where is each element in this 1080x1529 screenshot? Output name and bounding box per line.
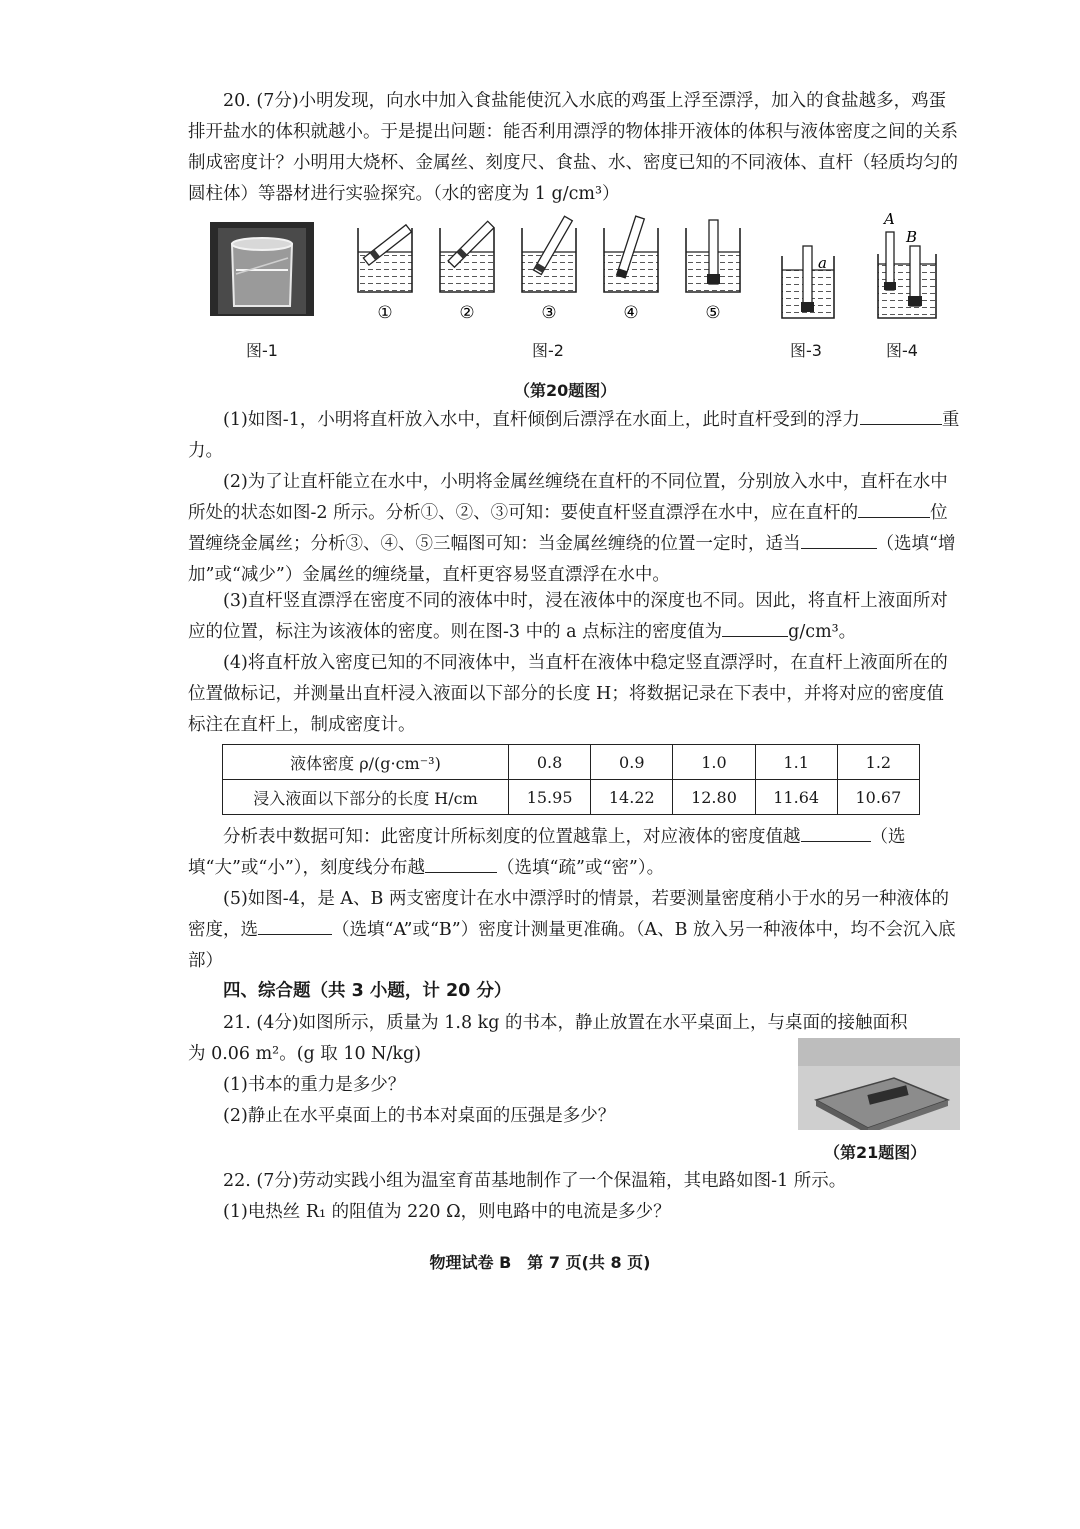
table-cell: 1.2: [837, 745, 919, 780]
answer-blank[interactable]: [425, 871, 497, 873]
q20-analysis: [188, 822, 960, 884]
q20-intro: 20. (7分)小明发现，向水中加入食盐能使沉入水底的鸡蛋上浮至漂浮，加入的食盐越多，鸡蛋排开盐水的体积就越小。于是提出问题：能否利用漂浮的物体排开液体的体积与液体密度之间的关系制成密度计？小明用大烧杯、金属丝、刻度尺、食盐、水、密度已知的不同液体、直杆（轻质均匀的圆柱体）等器材进行实验探究。（水的密度为 1 g/cm³）: [188, 91, 958, 204]
table-cell: 11.64: [755, 780, 837, 815]
table-cell: 15.95: [509, 780, 591, 815]
answer-blank[interactable]: [858, 516, 930, 518]
q20-part2-text-a: (2)为了让直杆能立在水中，小明将金属丝缠绕在直杆的不同位置，分别放入水中，直杆在水中所处的状态如图-2 所示。分析①、②、③可知：要使直杆竖直漂浮在水中，应在直杆的: [188, 472, 948, 523]
fig3-label: 图-3: [790, 341, 822, 360]
fig2-beakers: [352, 210, 747, 330]
fig4-rod-a: A: [884, 210, 895, 228]
q20-part3-text-b: g/cm³。: [788, 622, 857, 642]
q20-part5: [188, 884, 960, 977]
answer-blank[interactable]: [801, 547, 877, 549]
q22-sub1: (1)电热丝 R₁ 的阻值为 220 Ω，则电路中的电流是多少？: [223, 1202, 671, 1222]
table-cell: 1.0: [673, 745, 755, 780]
fig1-label: 图-1: [246, 341, 278, 360]
q20-part1-text-a: (1)如图-1，小明将直杆放入水中，直杆倾倒后漂浮在水面上，此时直杆受到的浮力: [223, 410, 860, 430]
q20-analysis-text-a: 分析表中数据可知：此密度计所标刻度的位置越靠上，对应液体的密度值越: [223, 827, 801, 847]
fig2-item-5: ⑤: [705, 303, 721, 323]
fig3-point-a: a: [818, 254, 827, 272]
answer-blank[interactable]: [258, 933, 332, 935]
q20-part2-text-b: 位置缠绕金属丝；分析③、④、⑤三幅图可知：当金属丝缠绕的位置一定时，适当: [188, 503, 948, 554]
fig2-label: 图-2: [532, 341, 564, 360]
fig2-beaker-3: [522, 216, 576, 292]
q20-analysis-text-b: （选填“大”或“小”），刻度线分布越: [188, 827, 906, 878]
table-row: [223, 745, 920, 780]
table-cell: 10.67: [837, 780, 919, 815]
q20-part2: [188, 467, 960, 591]
fig3-beaker: [778, 232, 838, 324]
table-cell: 1.1: [755, 745, 837, 780]
table-cell: 0.8: [509, 745, 591, 780]
q20-part3: [188, 586, 960, 648]
q20-part2-text-c: （选填“增加”或“减少”）金属丝的缠绕量，直杆更容易竖直漂浮在水中。: [188, 534, 956, 585]
fig4-beaker: [874, 206, 940, 324]
q21-sub2: (2)静止在水平桌面上的书本对桌面的压强是多少？: [223, 1106, 616, 1126]
fig2-item-1: ①: [377, 303, 393, 323]
table-cell: 12.80: [673, 780, 755, 815]
answer-blank[interactable]: [860, 423, 942, 425]
fig4-label: 图-4: [886, 341, 918, 360]
q21-stem-a: 21. (4分)如图所示，质量为 1.8 kg 的书本，静止放置在水平桌面上，与桌面的接触面积: [223, 1013, 908, 1033]
answer-blank[interactable]: [722, 635, 788, 637]
fig2-item-4: ④: [623, 303, 639, 323]
answer-blank[interactable]: [801, 840, 871, 842]
q20-part1-text-b: 重力。: [188, 410, 960, 461]
table-cell: 14.22: [591, 780, 673, 815]
table-row: [223, 780, 920, 815]
q21-stem-b: 为 0.06 m²。(g 取 10 N/kg): [188, 1044, 422, 1064]
q21-figure-caption: （第21题图）: [824, 1143, 927, 1162]
q20-part5-text-b: （选填“A”或“B”）密度计测量更准确。（A、B 放入另一种液体中，均不会沉入底部）: [188, 920, 956, 971]
fig2-item-3: ③: [541, 303, 557, 323]
fig4-rod-b: B: [906, 228, 918, 246]
q20-part3-text-a: (3)直杆竖直漂浮在密度不同的液体中时，浸在液体中的深度也不同。因此，将直杆上液面所对应的位置，标注为该液体的密度。则在图-3 中的 a 点标注的密度值为: [188, 591, 948, 642]
fig2-beaker-1: [358, 225, 412, 292]
density-table: [222, 744, 920, 815]
q21-book-photo: [798, 1038, 960, 1130]
table-header-length: 浸入液面以下部分的长度 H/cm: [223, 780, 509, 815]
table-header-density: 液体密度 ρ/(g·cm⁻³): [223, 745, 509, 780]
fig2-beaker-4: [604, 216, 658, 292]
q20-analysis-text-c: （选填“疏”或“密”）。: [497, 858, 665, 878]
q20-figure-caption: （第20题图）: [514, 381, 617, 400]
fig2-beaker-5: [686, 220, 740, 292]
q20-part1: [188, 405, 960, 467]
q20-part5-text-a: (5)如图-4，是 A、B 两支密度计在水中漂浮时的情景，若要测量密度稍小于水的另一种液体的密度，选: [188, 889, 949, 940]
section-4-heading: 四、综合题（共 3 小题，计 20 分）: [223, 981, 512, 1001]
page-footer: 物理试卷 B 第 7 页(共 8 页): [429, 1253, 651, 1272]
q22-stem: 22. (7分)劳动实践小组为温室育苗基地制作了一个保温箱，其电路如图-1 所示。: [223, 1171, 847, 1191]
table-cell: 0.9: [591, 745, 673, 780]
fig2-item-2: ②: [459, 303, 475, 323]
q21-sub1: (1)书本的重力是多少？: [223, 1075, 406, 1095]
fig2-beaker-2: [440, 221, 494, 292]
fig1-photo: [210, 222, 314, 316]
q20-part4: (4)将直杆放入密度已知的不同液体中，当直杆在液体中稳定竖直漂浮时，在直杆上液面所在的位置做标记，并测量出直杆浸入液面以下部分的长度 H；将数据记录在下表中，并将对应的密度值标注在直杆上，制成密度计。: [188, 653, 948, 735]
